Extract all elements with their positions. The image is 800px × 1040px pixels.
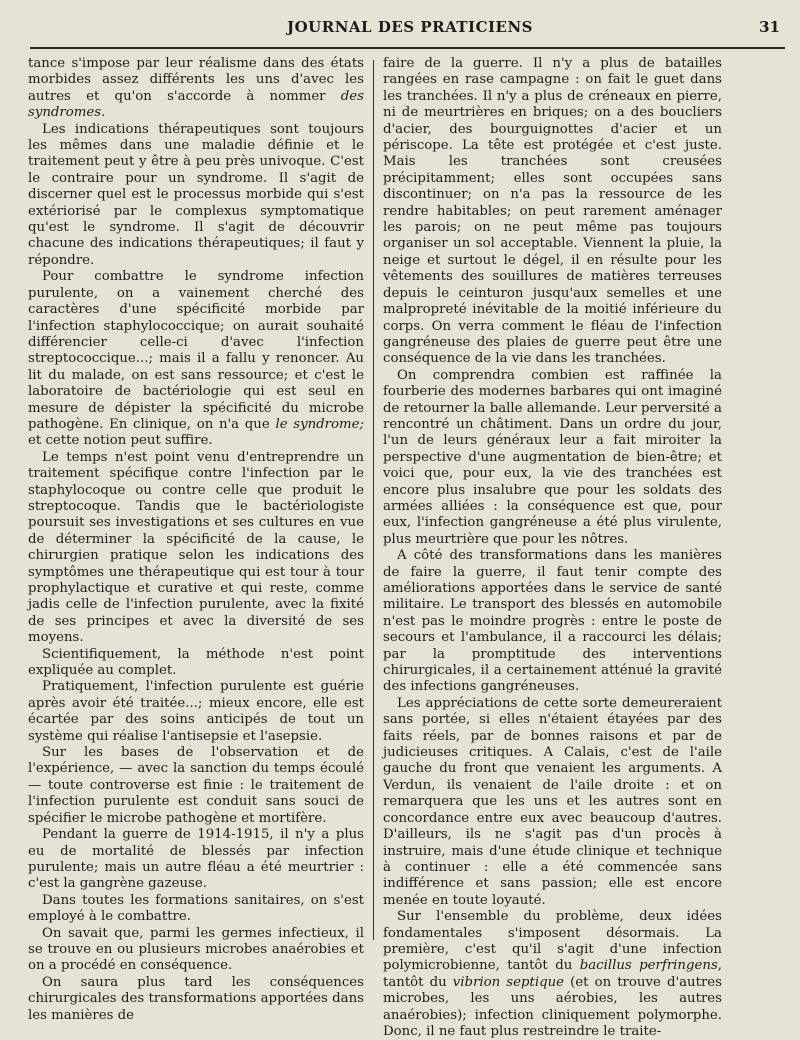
paragraph	[383, 56, 722, 368]
paragraph-text: Sur l'ensemble du problème, deux idées fondamentales s'imposent désormais. La première, c'est qu'il s'agit d'une infection polymicrobienne, tantôt du	[383, 909, 722, 974]
paragraph-text: Les indications thérapeutiques sont toujours les mêmes dans une maladie définie et le traitement peut y être à peu près univoque. C'est le contraire pour un syndrome. Il s'agit de discerner quel est le processus morbide qui s'est extériorisé par le complexus symptomatique qu'est le syndrome. Il s'agit de découvrir chacune des indications thérapeutiques; il faut y répondre.	[28, 121, 364, 268]
paragraph-text: On savait que, parmi les germes infectieux, il se trouve en ou plusieurs microbes anaérobies et on a procédé en conséquence.	[28, 925, 364, 974]
column-divider	[373, 60, 374, 940]
paragraph	[28, 893, 364, 926]
paragraph	[383, 696, 722, 909]
paragraph-text: Pendant la guerre de 1914-1915, il n'y a plus eu de mortalité de blessés par infection purulente; mais un autre fléau a été meurtrier : c'est la gangrène gazeuse.	[28, 827, 364, 892]
paragraph	[28, 56, 364, 122]
paragraph	[383, 909, 722, 1040]
paragraph-text: Le temps n'est point venu d'entreprendre un traitement spécifique contre l'infection par le staphylocoque ou contre celle que produit le streptocoque. Tandis que le bactériologiste poursuit ses investigations et ses cultures en vue de déterminer la spécificité de la cause, le chirurgien pratique selon les indications des symptômes une thérapeutique qui est tour à tour prophylactique et curative et qui reste, comme jadis celle de l'infection purulente, avec la fixité de ses principes et avec la diversité de ses moyens.	[28, 449, 364, 646]
italic-text: vibrion septique	[452, 974, 565, 990]
paragraph-text: .	[101, 105, 106, 121]
paragraph-text: Dans toutes les formations sanitaires, on s'est employé à le combattre.	[28, 892, 364, 925]
paragraph-text: On saura plus tard les conséquences chirurgicales des transformations apportées dans les manières de	[28, 974, 364, 1023]
paragraph-text: et cette notion peut suffire.	[28, 433, 213, 449]
paragraph-text: Pour combattre le syndrome infection purulente, on a vainement cherché des caractères d'une spécificité morbide par l'infection staphylococcique; on aurait souhaité différencier celle-ci d'avec l'infection streptococcique...; mais il a fallu y renoncer. Au lit du malade, on est sans ressource; et c'est le laboratoire de bactériologie qui est seul en mesure de dépister la spécificité du microbe pathogène. En clinique, on n'a que	[28, 269, 364, 432]
paragraph-text: (et on trouve d'autres microbes, les uns aérobies, les autres anaérobies); infection cliniquement polymorphe. Donc, il ne faut plus restreindre le traite-	[383, 974, 722, 1039]
right-column	[383, 56, 722, 1040]
paragraph	[28, 450, 364, 647]
paragraph-text: Sur les bases de l'observation et de l'expérience, — avec la sanction du temps écoulé — toute controverse est finie : le traitement de l'infection purulente est conduit sans souci de spécifier le microbe pathogène et mortifère.	[28, 745, 364, 826]
paragraph-text: Pratiquement, l'infection purulente est guérie après avoir été traitée...; mieux encore, elle est écartée par des soins anticipés de tout un système qui réalise l'antisepsie et l'asepsie.	[28, 679, 364, 744]
header-rule	[30, 47, 785, 49]
journal-title: JOURNAL DES PRATICIENS	[287, 18, 533, 36]
italic-text: des syndromes	[28, 88, 364, 121]
page-number: 31	[759, 18, 780, 36]
paragraph-text: faire de la guerre. Il n'y a plus de batailles rangées en rase campagne : on fait le guet dans les tranchées. Il n'y a plus de créneaux en pierre, ni de meurtrières en briques; on a des boucliers d'acier, des bourguignottes d'acier et un périscope. La tête est protégée et c'est juste. Mais les tranchées sont creusées précipitamment; elles sont occupées sans discontinuer; on n'a pas la ressource de les rendre habitables; on peut rarement aménager les parois; on ne peut même pas toujours organiser un sol acceptable. Viennent la pluie, la neige et surtout le dégel, il en résulte pour les vêtements des souillures de matières terreuses depuis le ceinturon jusqu'aux semelles et une malpropreté inévitable de la moitié inférieure du corps. On verra comment le fléau de l'infection gangréneuse des plaies de guerre peut être une conséquence de la vie dans les tranchées.	[383, 56, 722, 367]
paragraph	[28, 975, 364, 1024]
paragraph	[28, 926, 364, 975]
page-header	[30, 14, 790, 40]
paragraph-text: Scientifiquement, la méthode n'est point expliquée au complet.	[28, 646, 364, 679]
paragraph	[28, 269, 364, 449]
italic-text: bacillus perfringens	[579, 958, 718, 974]
paragraph	[28, 827, 364, 893]
italic-text: le syndrome;	[275, 416, 364, 432]
paragraph	[28, 647, 364, 680]
left-column	[28, 56, 364, 1024]
paragraph-text: , tantôt du	[383, 958, 722, 990]
paragraph-text: A côté des transformations dans les manières de faire la guerre, il faut tenir compte des améliorations apportées dans le service de santé militaire. Le transport des blessés en automobile n'est pas le moindre progrès : entre le poste de secours et l'ambulance, il a raccourci les délais; par la promptitude des interventions chirurgicales, il a certainement atténué la gravité des infections gangréneuses.	[383, 548, 722, 695]
paragraph	[383, 368, 722, 548]
paragraph	[28, 122, 364, 270]
paragraph	[28, 745, 364, 827]
paragraph	[28, 679, 364, 745]
paragraph	[383, 548, 722, 696]
paragraph-text: On comprendra combien est raffinée la fourberie des modernes barbares qui ont imaginé de retourner la balle allemande. Leur perversité a rencontré un châtiment. Dans un ordre du jour, l'un de leurs généraux leur a fait miroiter la perspective d'une augmentation de bien-être; et voici que, pour eux, la vie des tranchées est encore plus insalubre que pour les soldats des armées alliées : la conséquence est que, pour eux, l'infection gangréneuse a été plus virulente, plus meurtrière que pour les nôtres.	[383, 367, 722, 547]
paragraph-text: Les appréciations de cette sorte demeureraient sans portée, si elles n'étaient étayées par des faits réels, par de bonnes raisons et par de judicieuses critiques. A Calais, c'est de l'aile gauche du front que venaient les arguments. A Verdun, ils venaient de l'aile droite : et on remarquera que les uns et les autres sont en concordance entre eux avec beaucoup d'autres. D'ailleurs, ils ne s'agit pas d'un procès à instruire, mais d'une étude clinique et technique à continuer : elle a été commencée sans indifférence et sans passion; elle est encore menée en toute loyauté.	[383, 695, 722, 908]
paragraph-text: tance s'impose par leur réalisme dans des états morbides assez différents les uns d'avec les autres et qu'on s'accorde à nommer	[28, 56, 364, 104]
